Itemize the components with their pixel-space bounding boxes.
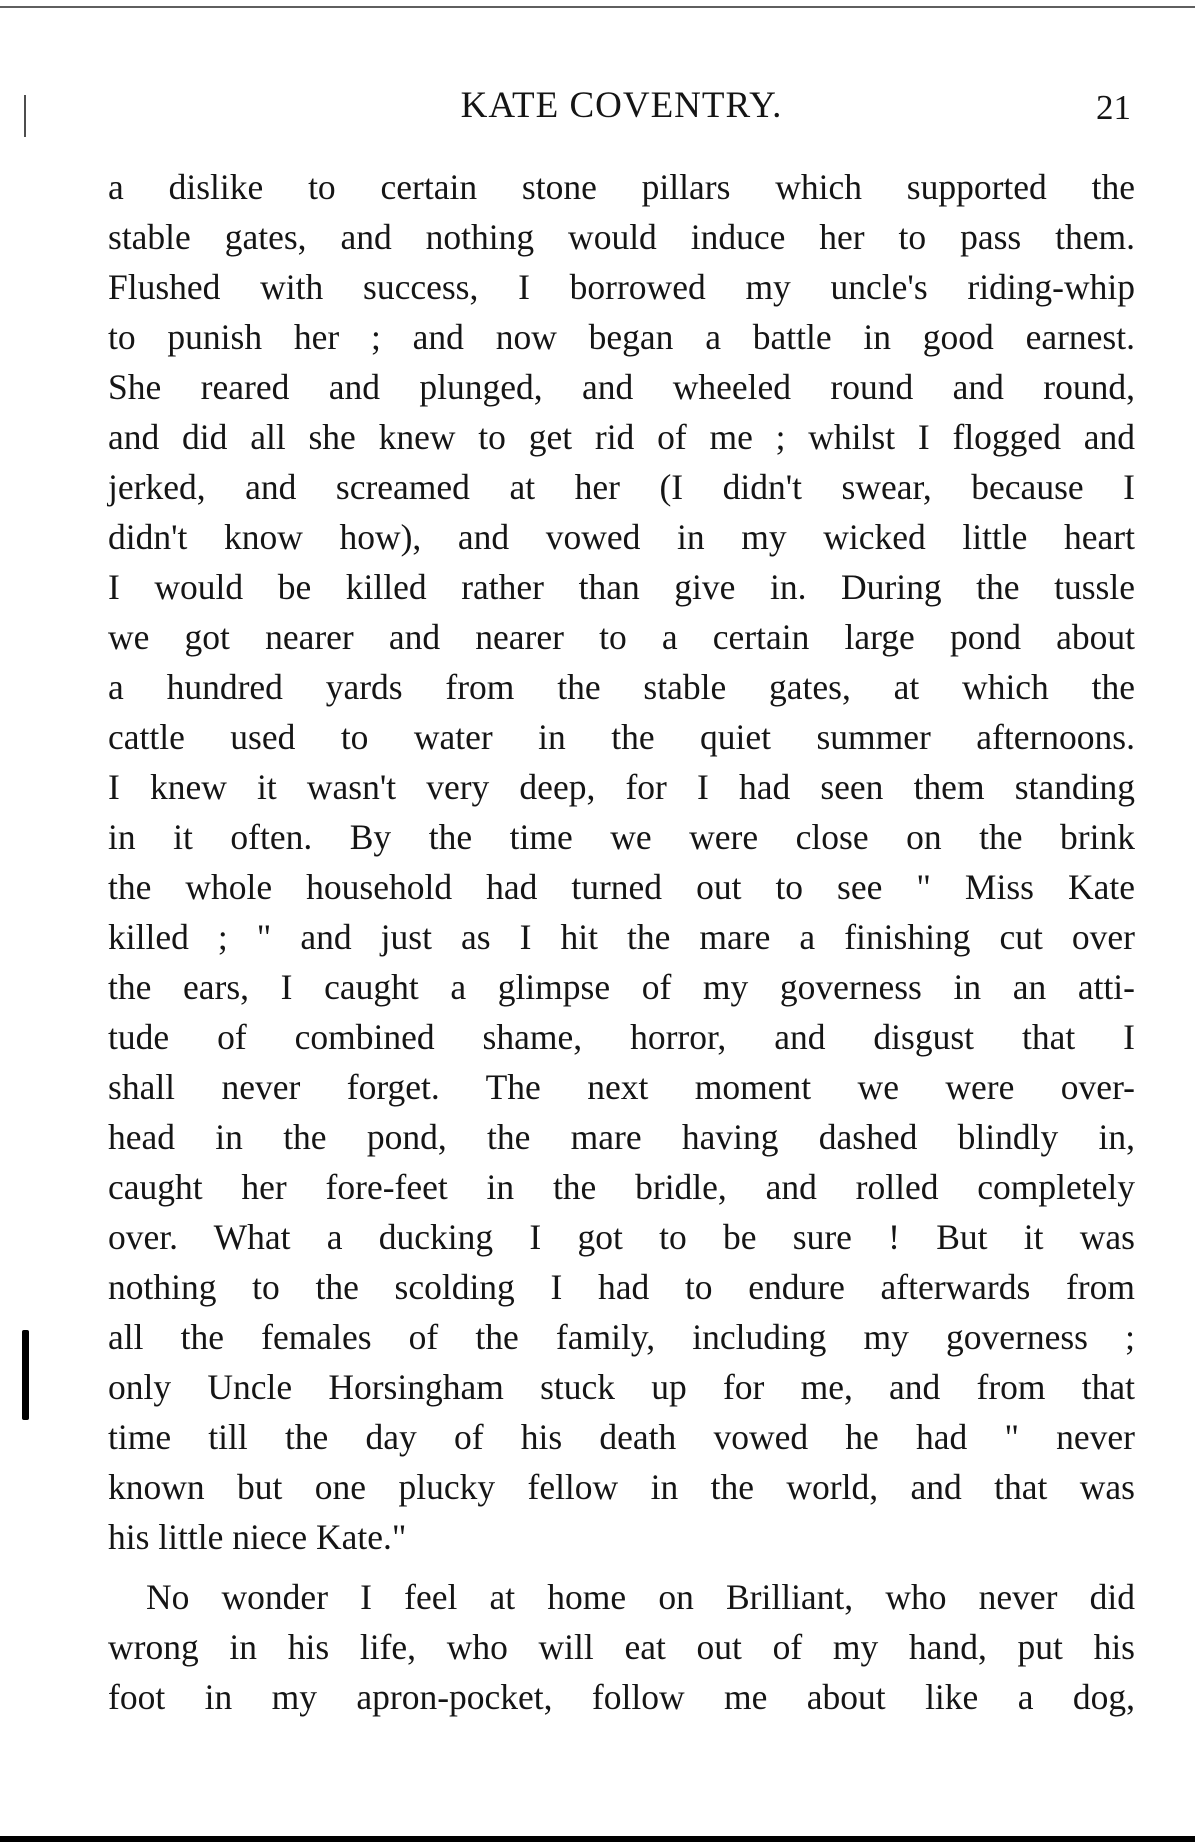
text-line: we got nearer and nearer to a certain large pond about xyxy=(108,617,1135,657)
text-line: only Uncle Horsingham stuck up for me, and from that xyxy=(108,1367,1135,1407)
text-line: over. What a ducking I got to be sure ! But it was xyxy=(108,1217,1135,1257)
page-number: 21 xyxy=(1096,88,1131,127)
text-line: tude of combined shame, horror, and disgust that I xyxy=(108,1017,1135,1057)
scan-margin-mark xyxy=(24,95,26,137)
text-line: wrong in his life, who will eat out of my hand, put his xyxy=(108,1627,1135,1667)
text-line: foot in my apron-pocket, follow me about like a dog, xyxy=(108,1677,1135,1717)
text-line: head in the pond, the mare having dashed blindly in, xyxy=(108,1117,1135,1157)
text-line: and did all she knew to get rid of me ; whilst I flogged and xyxy=(108,417,1135,457)
text-line: nothing to the scolding I had to endure afterwards from xyxy=(108,1267,1135,1307)
paragraph-2 xyxy=(108,1572,1135,1722)
text-line: to punish her ; and now began a battle in good earnest. xyxy=(108,317,1135,357)
text-line: She reared and plunged, and wheeled round and round, xyxy=(108,367,1135,407)
text-line: I knew it wasn't very deep, for I had seen them standing xyxy=(108,767,1135,807)
text-line: Flushed with success, I borrowed my uncle's riding-whip xyxy=(108,267,1135,307)
text-line: time till the day of his death vowed he had " never xyxy=(108,1417,1135,1457)
text-line: killed ; " and just as I hit the mare a finishing cut over xyxy=(108,917,1135,957)
text-line: the ears, I caught a glimpse of my governess in an atti- xyxy=(108,967,1135,1007)
text-line: No wonder I feel at home on Brilliant, who never did xyxy=(146,1577,1135,1617)
text-line: known but one plucky fellow in the world, and that was xyxy=(108,1467,1135,1507)
body-text xyxy=(108,162,1135,1722)
text-line: cattle used to water in the quiet summer afternoons. xyxy=(108,717,1135,757)
book-page xyxy=(108,82,1135,1742)
text-line: shall never forget. The next moment we were over- xyxy=(108,1067,1135,1107)
running-title: KATE COVENTRY. xyxy=(460,85,783,126)
text-line: stable gates, and nothing would induce her to pass them. xyxy=(108,217,1135,257)
text-line: didn't know how), and vowed in my wicked little heart xyxy=(108,517,1135,557)
scan-edge-bottom xyxy=(0,1836,1195,1842)
text-line: a hundred yards from the stable gates, at which the xyxy=(108,667,1135,707)
paragraph-1 xyxy=(108,162,1135,1562)
text-line: the whole household had turned out to see " Miss Kate xyxy=(108,867,1135,907)
text-line: I would be killed rather than give in. During the tussle xyxy=(108,567,1135,607)
text-line: all the females of the family, including my governess ; xyxy=(108,1317,1135,1357)
text-line: a dislike to certain stone pillars which supported the xyxy=(108,167,1135,207)
text-line: his little niece Kate." xyxy=(108,1517,407,1557)
text-line: in it often. By the time we were close on the brink xyxy=(108,817,1135,857)
scan-edge-top xyxy=(0,6,1195,8)
scan-binding-mark xyxy=(22,1330,29,1420)
text-line: jerked, and screamed at her (I didn't swear, because I xyxy=(108,467,1135,507)
text-line: caught her fore-feet in the bridle, and rolled completely xyxy=(108,1167,1135,1207)
running-head xyxy=(108,82,1135,142)
